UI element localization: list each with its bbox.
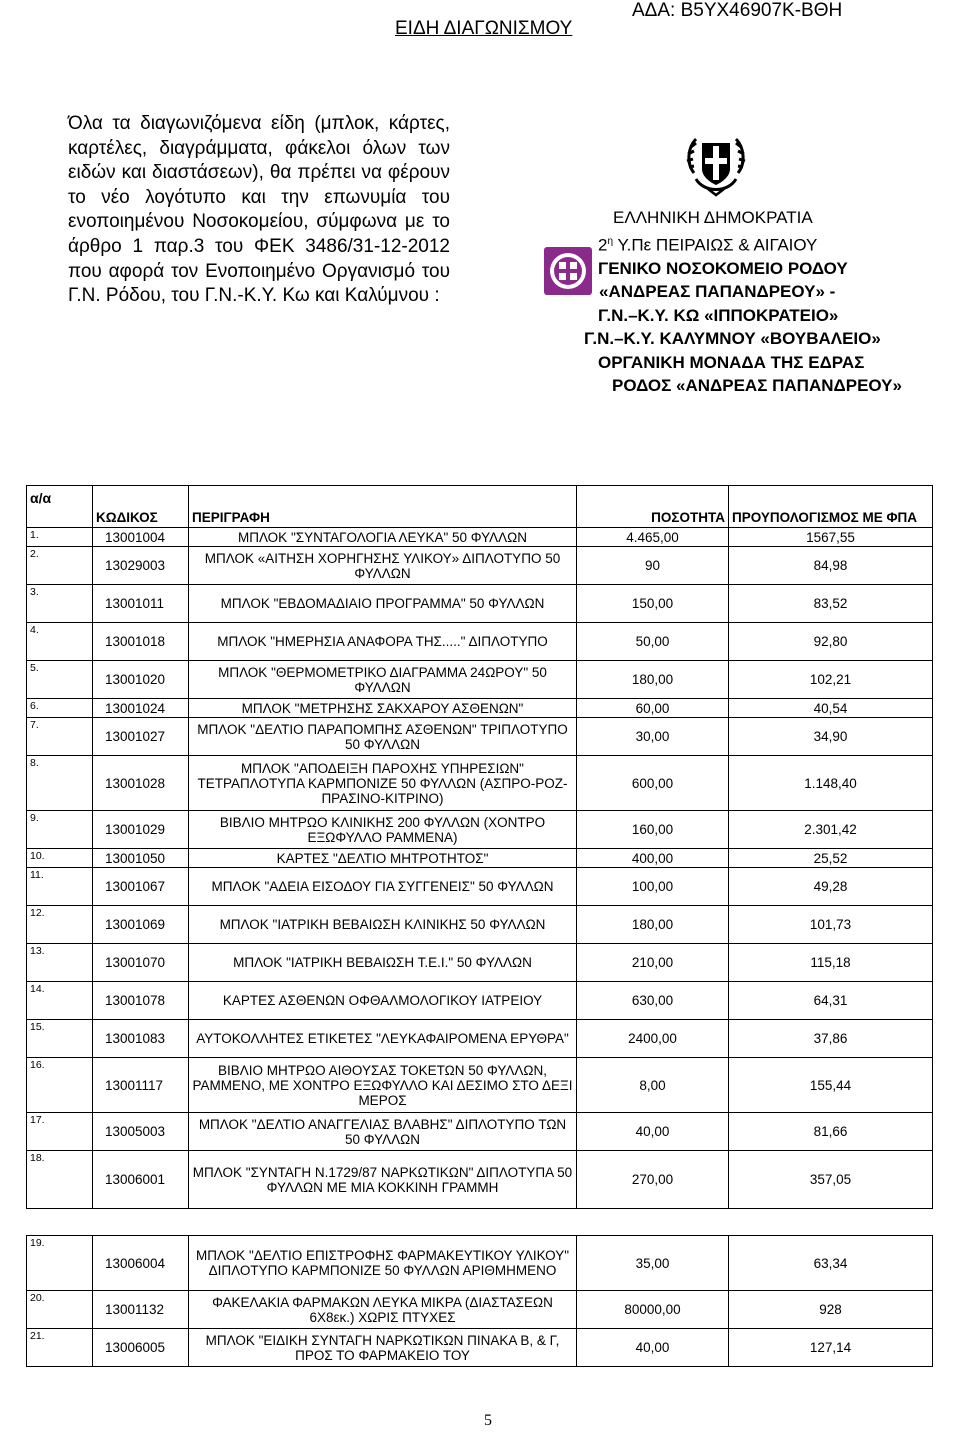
item-budget: 40,54 [729, 699, 933, 718]
item-description: ΚΑΡΤΕΣ ΑΣΘΕΝΩΝ ΟΦΘΑΛΜΟΛΟΓΙΚΟΥ ΙΑΤΡΕΙΟΥ [189, 982, 577, 1020]
item-code: 13029003 [93, 547, 189, 585]
item-budget: 102,21 [729, 661, 933, 699]
header-desc: ΠΕΡΙΓΡΑΦΗ [189, 486, 577, 528]
hospital-logo-icon [542, 245, 594, 297]
row-number: 4. [27, 623, 93, 661]
item-quantity: 50,00 [577, 623, 729, 661]
item-budget: 1567,55 [729, 528, 933, 547]
item-budget: 49,28 [729, 868, 933, 906]
item-description: ΜΠΛΟΚ "ΔΕΛΤΙΟ ΑΝΑΓΓΕΛΙΑΣ ΒΛΑΒΗΣ" ΔΙΠΛΟΤΥΠΟ ΤΩΝ 50 ΦΥΛΛΩΝ [189, 1113, 577, 1151]
item-description: ΜΠΛΟΚ "ΣΥΝΤΑΓΗ Ν.1729/87 ΝΑΡΚΩΤΙΚΩΝ" ΔΙΠΛΟΤΥΠΑ 50 ΦΥΛΛΩΝ ΜΕ ΜΙΑ ΚΟΚΚΙΝΗ ΓΡΑΜΜΗ [189, 1151, 577, 1209]
items-table-wrapper [26, 485, 932, 1410]
table-row [27, 944, 933, 982]
table-header-row [27, 486, 933, 528]
item-quantity: 600,00 [577, 756, 729, 811]
item-description: ΜΠΛΟΚ «ΑΙΤΗΣΗ ΧΟΡΗΓΗΣΗΣ ΥΛΙΚΟΥ» ΔΙΠΛΟΤΥΠΟ 50 ΦΥΛΛΩΝ [189, 547, 577, 585]
item-quantity: 90 [577, 547, 729, 585]
table-row [27, 1020, 933, 1058]
item-code: 13001004 [93, 528, 189, 547]
item-budget: 92,80 [729, 623, 933, 661]
item-budget: 127,14 [729, 1329, 933, 1367]
item-description: ΜΠΛΟΚ "ΗΜΕΡΗΣΙΑ ΑΝΑΦΟΡΑ ΤΗΣ....." ΔΙΠΛΟΤΥΠΟ [189, 623, 577, 661]
item-quantity: 40,00 [577, 1329, 729, 1367]
item-description: ΜΠΛΟΚ "ΔΕΛΤΙΟ ΕΠΙΣΤΡΟΦΗΣ ΦΑΡΜΑΚΕΥΤΙΚΟΥ ΥΛΙΚΟΥ" ΔΙΠΛΟΤΥΠΟ ΚΑΡΜΠΟΝΙΖΕ 50 ΦΥΛΛΩΝ ΑΡΙΘΜΗΜΕΝΟ [189, 1236, 577, 1291]
item-description: ΜΠΛΟΚ "ΕΙΔΙΚΗ ΣΥΝΤΑΓΗ ΝΑΡΚΩΤΙΚΩΝ ΠΙΝΑΚΑ Β, & Γ, ΠΡΟΣ ΤΟ ΦΑΡΜΑΚΕΙΟ ΤΟΥ [189, 1329, 577, 1367]
item-quantity: 210,00 [577, 944, 729, 982]
table-row [27, 1151, 933, 1209]
item-code: 13001070 [93, 944, 189, 982]
item-quantity: 60,00 [577, 699, 729, 718]
table-row [27, 718, 933, 756]
item-description: ΒΙΒΛΙΟ ΜΗΤΡΩΟ ΚΛΙΝΙΚΗΣ 200 ΦΥΛΛΩΝ (ΧΟΝΤΡΟ ΕΞΩΦΥΛΛΟ ΡΑΜΜΕΝΑ) [189, 811, 577, 849]
row-number: 7. [27, 718, 93, 756]
item-quantity: 4.465,00 [577, 528, 729, 547]
item-budget: 37,86 [729, 1020, 933, 1058]
table-row [27, 699, 933, 718]
item-code: 13001029 [93, 811, 189, 849]
item-code: 13005003 [93, 1113, 189, 1151]
item-quantity: 630,00 [577, 982, 729, 1020]
spacer-cell [27, 1209, 933, 1236]
table-row [27, 1329, 933, 1367]
authority-line6: Γ.Ν.–Κ.Υ. ΚΑΛΥΜΝΟΥ «ΒΟΥΒΑΛΕΙΟ» [584, 329, 881, 349]
item-quantity: 160,00 [577, 811, 729, 849]
item-description: ΜΠΛΟΚ "ΔΕΛΤΙΟ ΠΑΡΑΠΟΜΠΗΣ ΑΣΘΕΝΩΝ" ΤΡΙΠΛΟΤΥΠΟ 50 ΦΥΛΛΩΝ [189, 718, 577, 756]
item-budget: 1.148,40 [729, 756, 933, 811]
item-description: ΦΑΚΕΛΑΚΙΑ ΦΑΡΜΑΚΩΝ ΛΕΥΚΑ ΜΙΚΡΑ (ΔΙΑΣΤΑΣΕΩΝ 6Χ8εκ.) ΧΩΡΙΣ ΠΤΥΧΕΣ [189, 1291, 577, 1329]
item-quantity: 400,00 [577, 849, 729, 868]
row-number: 1. [27, 528, 93, 547]
item-budget: 115,18 [729, 944, 933, 982]
greek-coat-of-arms-icon [684, 133, 748, 201]
item-budget: 81,66 [729, 1113, 933, 1151]
item-description: ΜΠΛΟΚ "ΘΕΡΜΟΜΕΤΡΙΚΟ ΔΙΑΓΡΑΜΜΑ 24ΩΡΟΥ" 50 ΦΥΛΛΩΝ [189, 661, 577, 699]
row-number: 13. [27, 944, 93, 982]
item-budget: 928 [729, 1291, 933, 1329]
header-qty: ΠΟΣΟΤΗΤΑ [577, 486, 729, 528]
table-row [27, 547, 933, 585]
table-row [27, 982, 933, 1020]
row-number: 16. [27, 1058, 93, 1113]
item-code: 13001132 [93, 1291, 189, 1329]
item-code: 13001067 [93, 868, 189, 906]
item-quantity: 8,00 [577, 1058, 729, 1113]
item-code: 13001078 [93, 982, 189, 1020]
table-row [27, 811, 933, 849]
row-number: 11. [27, 868, 93, 906]
item-quantity: 100,00 [577, 868, 729, 906]
row-number: 12. [27, 906, 93, 944]
item-code: 13001028 [93, 756, 189, 811]
item-budget: 25,52 [729, 849, 933, 868]
table-row [27, 906, 933, 944]
authority-line3: ΓΕΝΙΚΟ ΝΟΣΟΚΟΜΕΙΟ ΡΟΔΟΥ [598, 258, 848, 278]
authority-line7: ΟΡΓΑΝΙΚΗ ΜΟΝΑΔΑ ΤΗΣ ΕΔΡΑΣ [598, 352, 865, 372]
table-row [27, 623, 933, 661]
item-description: ΚΑΡΤΕΣ "ΔΕΛΤΙΟ ΜΗΤΡΟΤΗΤΟΣ" [189, 849, 577, 868]
item-description: ΜΠΛΟΚ "ΣΥΝΤΑΓΟΛΟΓΙΑ ΛΕΥΚΑ" 50 ΦΥΛΛΩΝ [189, 528, 577, 547]
item-quantity: 180,00 [577, 661, 729, 699]
item-code: 13001083 [93, 1020, 189, 1058]
row-number: 18. [27, 1151, 93, 1209]
header-budget: ΠΡΟΥΠΟΛΟΓΙΣΜΟΣ ΜΕ ΦΠΑ [729, 486, 933, 528]
authority-line8: ΡΟΔΟΣ «ΑΝΔΡΕΑΣ ΠΑΠΑΝΔΡΕΟΥ» [612, 376, 902, 396]
item-description: ΜΠΛΟΚ "ΜΕΤΡΗΣΗΣ ΣΑΚΧΑΡΟΥ ΑΣΘΕΝΩΝ" [189, 699, 577, 718]
item-budget: 84,98 [729, 547, 933, 585]
authority-line5: Γ.Ν.–Κ.Υ. ΚΩ «ΙΠΠΟΚΡΑΤΕΙΟ» [598, 305, 839, 325]
item-description: ΜΠΛΟΚ "ΑΠΟΔΕΙΞΗ ΠΑΡΟΧΗΣ ΥΠΗΡΕΣΙΩΝ" ΤΕΤΡΑΠΛΟΤΥΠΑ ΚΑΡΜΠΟΝΙΖΕ 50 ΦΥΛΛΩΝ (ΑΣΠΡΟ-ΡΟΖ-ΠΡΑΣΙΝΟ-ΚΙΤΡΙΝΟ) [189, 756, 577, 811]
item-code: 13001018 [93, 623, 189, 661]
table-row [27, 661, 933, 699]
row-number: 8. [27, 756, 93, 811]
table-row [27, 849, 933, 868]
item-quantity: 30,00 [577, 718, 729, 756]
row-number: 10. [27, 849, 93, 868]
table-row [27, 585, 933, 623]
ada-code: ΑΔΑ: Β5ΥΧ46907Κ-ΒΘΗ [632, 0, 843, 21]
item-description: ΜΠΛΟΚ "ΑΔΕΙΑ ΕΙΣΟΔΟΥ ΓΙΑ ΣΥΓΓΕΝΕΙΣ" 50 ΦΥΛΛΩΝ [189, 868, 577, 906]
row-number: 5. [27, 661, 93, 699]
item-code: 13001117 [93, 1058, 189, 1113]
table-row [27, 528, 933, 547]
table-row [27, 1291, 933, 1329]
item-quantity: 2400,00 [577, 1020, 729, 1058]
items-table [26, 485, 933, 1367]
row-number: 20. [27, 1291, 93, 1329]
row-number: 19. [27, 1236, 93, 1291]
item-description: ΜΠΛΟΚ "ΕΒΔΟΜΑΔΙΑΙΟ ΠΡΟΓΡΑΜΜΑ" 50 ΦΥΛΛΩΝ [189, 585, 577, 623]
page-break-spacer [27, 1209, 933, 1236]
row-number: 17. [27, 1113, 93, 1151]
authority-header [584, 206, 960, 398]
row-number: 21. [27, 1329, 93, 1367]
item-budget: 64,31 [729, 982, 933, 1020]
item-code: 13001011 [93, 585, 189, 623]
item-code: 13001024 [93, 699, 189, 718]
item-code: 13001020 [93, 661, 189, 699]
table-row [27, 1236, 933, 1291]
authority-line1: ΕΛΛΗΝΙΚΗ ΔΗΜΟΚΡΑΤΙΑ [613, 208, 813, 227]
item-code: 13006004 [93, 1236, 189, 1291]
item-quantity: 150,00 [577, 585, 729, 623]
document-title: ΕΙΔΗ ΔΙΑΓΩΝΙΣΜΟΥ [395, 18, 573, 39]
item-budget: 101,73 [729, 906, 933, 944]
item-code: 13006005 [93, 1329, 189, 1367]
page-number: 5 [484, 1412, 492, 1429]
item-description: ΜΠΛΟΚ "ΙΑΤΡΙΚΗ ΒΕΒΑΙΩΣΗ ΚΛΙΝΙΚΗΣ 50 ΦΥΛΛΩΝ [189, 906, 577, 944]
item-budget: 155,44 [729, 1058, 933, 1113]
row-number: 3. [27, 585, 93, 623]
row-number: 9. [27, 811, 93, 849]
item-budget: 34,90 [729, 718, 933, 756]
table-row [27, 1058, 933, 1113]
item-code: 13006001 [93, 1151, 189, 1209]
item-code: 13001027 [93, 718, 189, 756]
row-number: 14. [27, 982, 93, 1020]
item-budget: 83,52 [729, 585, 933, 623]
item-quantity: 270,00 [577, 1151, 729, 1209]
item-quantity: 80000,00 [577, 1291, 729, 1329]
header-num: α/α [27, 486, 93, 528]
authority-line2: $2^\eta$ Υ.Πε ΠΕΙΡΑΙΩΣ & ΑΙΓΑΙΟΥ [598, 235, 818, 255]
item-description: ΑΥΤΟΚΟΛΛΗΤΕΣ ΕΤΙΚΕΤΕΣ "ΛΕΥΚΑΦΑΙΡΟΜΕΝΑ ΕΡΥΘΡΑ" [189, 1020, 577, 1058]
authority-line4: «ΑΝΔΡΕΑΣ ΠΑΠΑΝΔΡΕΟΥ» - [599, 282, 836, 302]
item-quantity: 180,00 [577, 906, 729, 944]
header-code: ΚΩΔΙΚΟΣ [93, 486, 189, 528]
row-number: 15. [27, 1020, 93, 1058]
intro-paragraph: Όλα τα διαγωνιζόμενα είδη (μπλοκ, κάρτες, καρτέλες, διαγράμματα, φάκελοι όλων των ειδών και διαστάσεων), θα πρέπει να φέρουν το νέο λογότυπο και την επωνυμία του ενοποιημένου Νοσοκομείου, σύμφωνα με το άρθρο 1 παρ.3 του ΦΕΚ 3486/31-12-2012 που αφορά τον Ενοποιημένο Οργανισμό του Γ.Ν. Ρόδου, του Γ.Ν.-Κ.Υ. Κω και Καλύμνου : [68, 113, 450, 307]
item-code: 13001069 [93, 906, 189, 944]
item-description: ΒΙΒΛΙΟ ΜΗΤΡΩΟ ΑΙΘΟΥΣΑΣ ΤΟΚΕΤΩΝ 50 ΦΥΛΛΩΝ, ΡΑΜΜΕΝΟ, ΜΕ ΧΟΝΤΡΟ ΕΞΩΦΥΛΛΟ ΚΑΙ ΔΕΣΙΜΟ ΣΤΟ ΔΕΞΙ ΜΕΡΟΣ [189, 1058, 577, 1113]
row-number: 2. [27, 547, 93, 585]
item-budget: 357,05 [729, 1151, 933, 1209]
table-body [27, 528, 933, 1367]
table-row [27, 868, 933, 906]
item-budget: 2.301,42 [729, 811, 933, 849]
table-row [27, 1113, 933, 1151]
row-number: 6. [27, 699, 93, 718]
item-description: ΜΠΛΟΚ "ΙΑΤΡΙΚΗ ΒΕΒΑΙΩΣΗ Τ.Ε.Ι." 50 ΦΥΛΛΩΝ [189, 944, 577, 982]
item-quantity: 35,00 [577, 1236, 729, 1291]
item-budget: 63,34 [729, 1236, 933, 1291]
table-row [27, 756, 933, 811]
item-code: 13001050 [93, 849, 189, 868]
item-quantity: 40,00 [577, 1113, 729, 1151]
